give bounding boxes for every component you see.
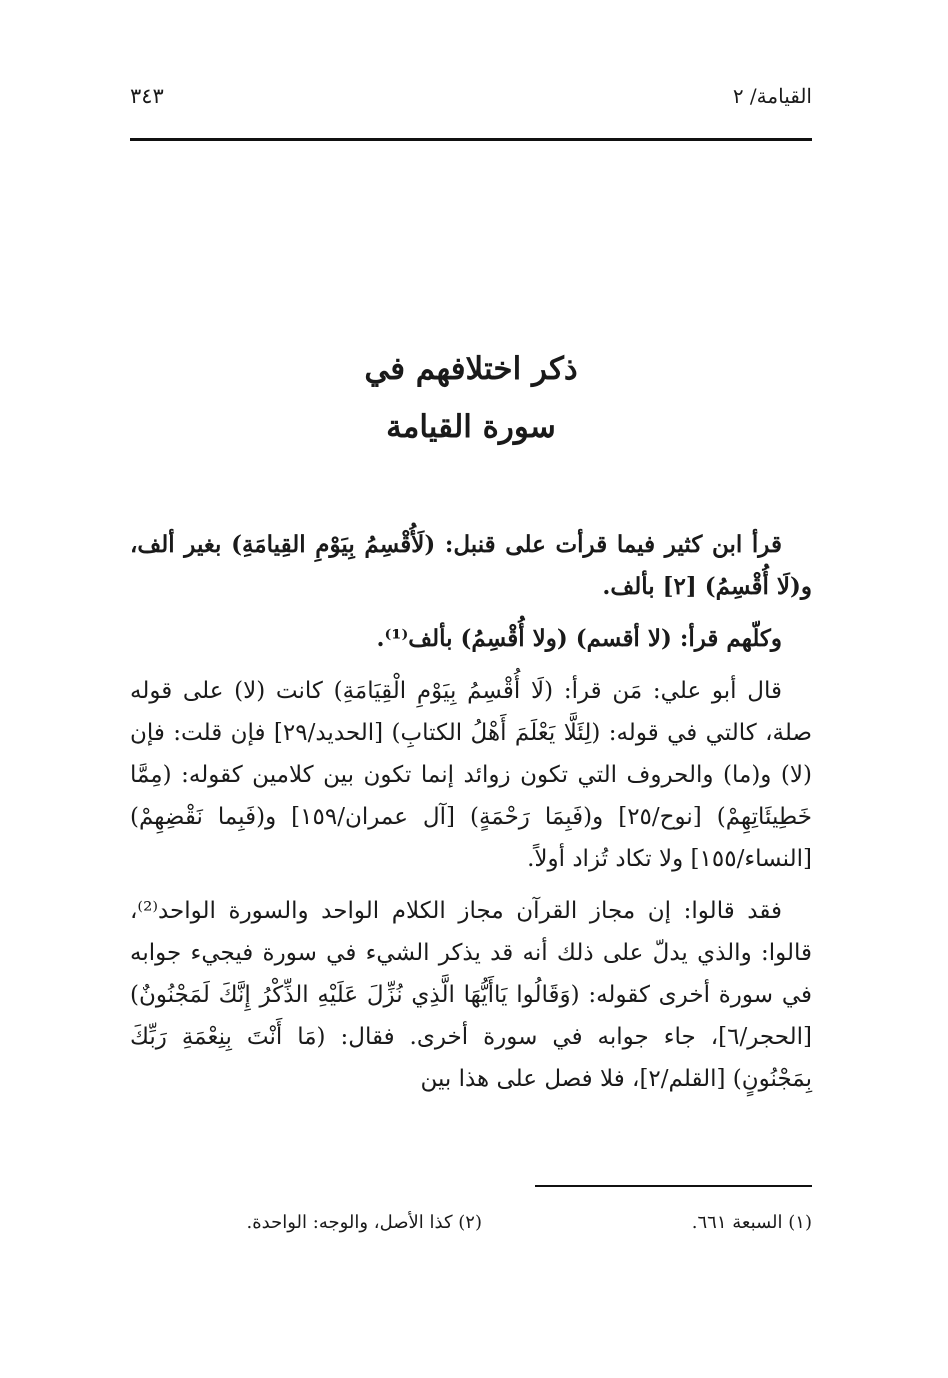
- header-rule: [130, 138, 812, 141]
- footnotes: [130, 1212, 812, 1246]
- footnote-2: (٢) كذا الأصل، والوجه: الواحدة.: [246, 1212, 482, 1233]
- paragraph-qalu: فقد قالوا: إن مجاز القرآن مجاز الكلام الواحد والسورة الواحد⁽²⁾، قالوا: والذي يدلّ على ذلك أنه قد يذكر الشيء في سورة فيجيء جوابه في سورة أخرى كقوله: (وَقَالُوا يَاأَيُّهَا الَّذِي نُزِّلَ عَلَيْهِ الذِّكْرُ إِنَّكَ لَمَجْنُونٌ) [الحجر/٦]، جاء جوابه في سورة أخرى. فقال: (مَا أَنْتَ بِنِعْمَةِ رَبِّكَ بِمَجْنُونٍ) [القلم/٢]، فلا فصل على هذا بين: [130, 898, 812, 1092]
- paragraph-abu-ali: قال أبو علي: مَن قرأ: (لَا أُقْسِمُ بِيَوْمِ الْقِيَامَةِ) كانت (لا) على قوله صلة، كالتي في قوله: (لِئَلَّا يَعْلَمَ أَهْلُ الكتابِ) [الحديد/٢٩] فإن قلت: فإن (لا) و(ما) والحروف التي تكون زوائد إنما تكون بين كلامين كقوله: (مِمَّا خَطِيئَاتِهِمْ) [نوح/٢٥] و(فَبِمَا رَحْمَةٍ) [آل عمران/١٥٩] و(فَبِما نَقْضِهِمْ) [النساء/١٥٥] ولا تكاد تُزاد أولاً.: [130, 678, 813, 872]
- footnote-1: (١) السبعة ٦٦١.: [691, 1212, 812, 1233]
- paragraph-ibn-kathir: قرأ ابن كثير فيما قرأت على قنبل: (لَأُقْسِمُ بِيَوْمِ القِيامَةِ) بغير ألف، و(لَا أُقْسِمُ) [٢] بألف.: [130, 531, 812, 600]
- heading-line-1: ذكر اختلافهم في: [364, 351, 578, 387]
- heading-line-2: سورة القيامة: [386, 409, 556, 445]
- footnote-rule: [535, 1185, 812, 1187]
- paragraph-all-read: وكلّهم قرأ: (لا أقسم) (ولا أُقْسِمُ) بألف⁽¹⁾.: [376, 625, 782, 652]
- running-title: القيامة/ ٢: [732, 84, 812, 108]
- body-text: [130, 524, 812, 1110]
- page-number: ٣٤٣: [130, 84, 164, 108]
- section-heading: [130, 340, 812, 456]
- running-head: [130, 84, 812, 120]
